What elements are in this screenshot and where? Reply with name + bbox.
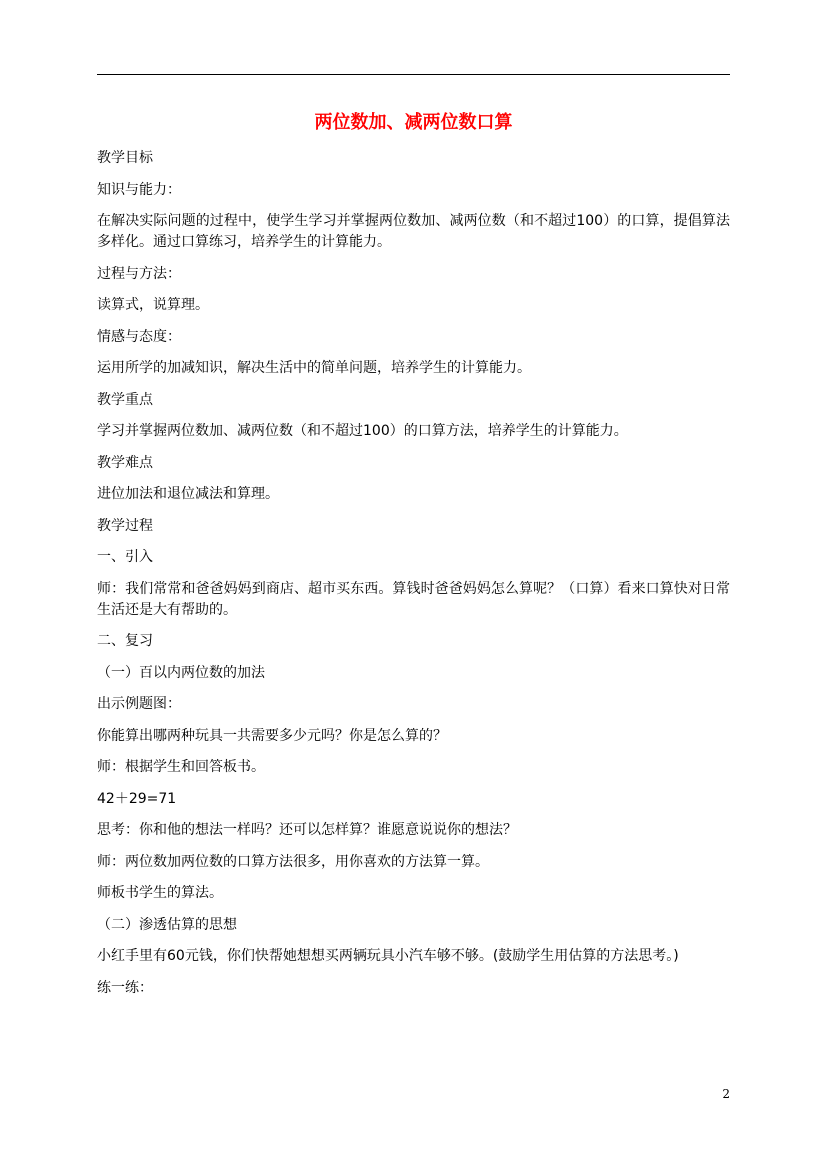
equation: 42＋29=71 xyxy=(97,790,177,807)
paragraph: 师：两位数加两位数的口算方法很多，用你喜欢的方法算一算。 xyxy=(97,853,489,870)
page-number: 2 xyxy=(722,1087,730,1101)
subsection-addition: （一）百以内两位数的加法 xyxy=(97,664,265,681)
paragraph: 在解决实际问题的过程中，使学生学习并掌握两位数加、减两位数（和不超过100）的口算，提倡算法多样化。通过口算练习，培养学生的计算能力。 xyxy=(97,213,730,250)
subheading-emotion-attitude: 情感与态度： xyxy=(97,328,181,345)
paragraph: 师：根据学生和回答板书。 xyxy=(97,759,265,775)
paragraph: 出示例题图： xyxy=(97,696,181,712)
heading-teaching-difficulty: 教学难点 xyxy=(97,454,153,471)
paragraph: 小红手里有60元钱，你们快帮她想想买两辆玩具小汽车够不够。(鼓励学生用估算的方法思考。) xyxy=(97,948,679,964)
subsection-estimation: （二）渗透估算的思想 xyxy=(97,916,237,933)
heading-teaching-process: 教学过程 xyxy=(97,517,153,534)
subheading-process-method: 过程与方法： xyxy=(97,265,181,282)
header-rule xyxy=(97,74,730,75)
heading-teaching-focus: 教学重点 xyxy=(97,391,153,408)
paragraph: 你能算出哪两种玩具一共需要多少元吗？你是怎么算的？ xyxy=(97,727,447,744)
paragraph: 读算式，说算理。 xyxy=(97,297,209,313)
paragraph: 师板书学生的算法。 xyxy=(97,885,223,901)
paragraph: 思考：你和他的想法一样吗？还可以怎样算？谁愿意说说你的想法？ xyxy=(97,822,517,838)
heading-teaching-goals: 教学目标 xyxy=(97,150,153,166)
section-review: 二、复习 xyxy=(97,633,153,649)
document-body xyxy=(97,148,730,1009)
paragraph: 运用所学的加减知识，解决生活中的简单问题，培养学生的计算能力。 xyxy=(97,360,531,376)
paragraph: 学习并掌握两位数加、减两位数（和不超过100）的口算方法，培养学生的计算能力。 xyxy=(97,423,628,439)
paragraph: 进位加法和退位减法和算理。 xyxy=(97,486,279,502)
section-introduction: 一、引入 xyxy=(97,549,153,565)
document-title: 两位数加、减两位数口算 xyxy=(314,112,513,133)
subheading-knowledge-ability: 知识与能力： xyxy=(97,181,181,198)
paragraph: 练一练： xyxy=(97,979,153,996)
paragraph: 师：我们常常和爸爸妈妈到商店、超市买东西。算钱时爸爸妈妈怎么算呢？（口算）看来口算快对日常生活还是大有帮助的。 xyxy=(97,580,730,618)
